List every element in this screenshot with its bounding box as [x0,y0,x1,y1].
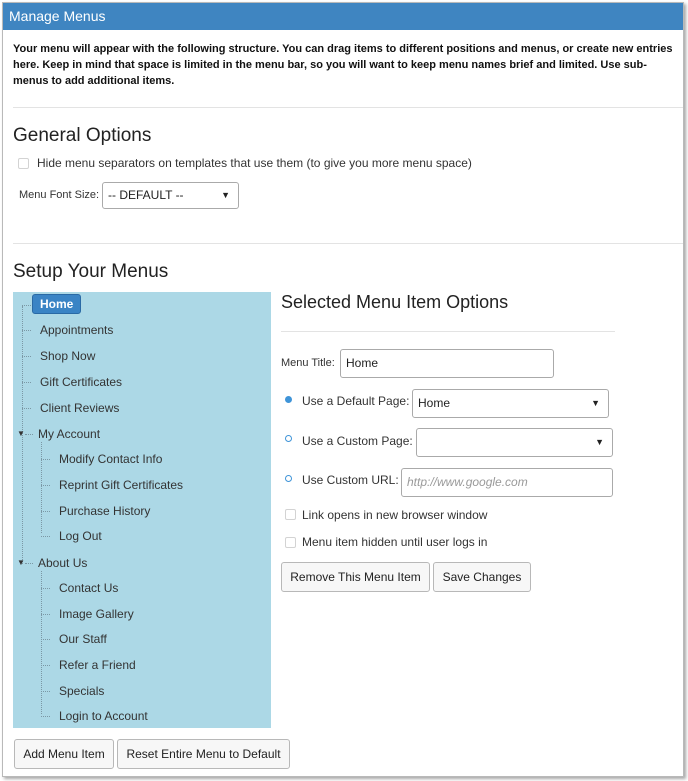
expand-caret-icon[interactable]: ▼ [17,558,25,567]
tree-connector [41,639,50,640]
custom-page-radio[interactable] [285,435,292,442]
tree-connector [25,434,33,435]
tree-connector [25,563,33,564]
tree-item-login-to-account[interactable]: Login to Account [59,709,148,723]
options-heading: Selected Menu Item Options [281,292,509,312]
chevron-down-icon: ▼ [591,398,600,408]
tree-connector [22,382,31,383]
tree-item-gift-certificates[interactable]: Gift Certificates [40,375,123,389]
tree-item-shop-now[interactable]: Shop Now [40,349,96,363]
save-changes-button[interactable]: Save Changes [433,562,531,592]
tree-item-image-gallery[interactable]: Image Gallery [59,607,134,621]
tree-connector [22,330,31,331]
tree-connector [22,305,31,306]
menu-tree[interactable] [13,292,271,728]
tree-connector [41,691,50,692]
new-window-checkbox[interactable] [285,509,296,520]
tree-item-modify-contact-info[interactable]: Modify Contact Info [59,452,163,466]
tree-connector [41,536,50,537]
tree-connector [41,442,42,533]
general-options-heading: General Options [13,125,152,146]
tree-item-refer-a-friend[interactable]: Refer a Friend [59,658,136,672]
new-window-label: Link opens in new browser window [302,508,488,522]
default-page-radio[interactable] [285,396,292,403]
font-size-value: -- DEFAULT -- [108,188,184,202]
tree-item-about-us[interactable]: About Us [38,556,88,570]
reset-menu-button[interactable]: Reset Entire Menu to Default [117,739,290,769]
custom-page-label: Use a Custom Page: [302,434,413,448]
divider [281,331,615,332]
custom-url-radio[interactable] [285,475,292,482]
tree-item-specials[interactable]: Specials [59,684,105,698]
tree-connector [41,485,50,486]
tree-connector [41,571,42,714]
custom-url-input[interactable]: http://www.google.com [401,468,613,497]
window-title: Manage Menus [3,3,683,30]
default-page-label: Use a Default Page: [302,394,410,408]
tree-item-my-account[interactable]: My Account [38,427,101,441]
default-page-select[interactable] [412,389,609,418]
tree-connector [41,614,50,615]
tree-item-reprint-gift-certificates[interactable]: Reprint Gift Certificates [59,478,184,492]
menu-title-input[interactable]: Home [340,349,554,378]
custom-url-label: Use Custom URL: [302,473,399,487]
divider [13,107,683,108]
divider [13,243,683,244]
tree-item-log-out[interactable]: Log Out [59,529,102,543]
tree-item-contact-us[interactable]: Contact Us [59,581,119,595]
remove-menu-item-button[interactable]: Remove This Menu Item [281,562,430,592]
setup-menus-heading: Setup Your Menus [13,261,169,282]
hide-separators-label: Hide menu separators on templates that use them (to give you more menu space) [37,156,472,170]
tree-item-our-staff[interactable]: Our Staff [59,632,107,646]
hidden-until-login-label: Menu item hidden until user logs in [302,535,488,549]
font-size-select[interactable] [102,182,239,209]
default-page-value: Home [418,396,451,410]
add-menu-item-button[interactable]: Add Menu Item [14,739,114,769]
intro-text: Your menu will appear with the following structure. You can drag items to different positions and menus, or create new entries here. Keep in mind that space is limited in the menu bar, so you will want to keep menu names brief and limited. Use sub-menus to add additional items. [13,43,673,87]
manage-menus-dialog [2,2,684,777]
hide-separators-checkbox[interactable] [18,158,29,169]
tree-connector [41,588,50,589]
custom-page-select[interactable] [416,428,613,457]
tree-connector [41,716,50,717]
tree-item-client-reviews[interactable]: Client Reviews [40,401,120,415]
expand-caret-icon[interactable]: ▼ [17,429,25,438]
chevron-down-icon: ▼ [595,437,604,447]
menu-title-label: Menu Title: [281,357,335,369]
tree-item-home[interactable]: Home [32,294,81,314]
tree-item-purchase-history[interactable]: Purchase History [59,504,151,518]
tree-connector [41,665,50,666]
tree-connector [41,459,50,460]
hidden-until-login-checkbox[interactable] [285,537,296,548]
tree-connector [41,511,50,512]
font-size-label: Menu Font Size: [19,189,100,201]
tree-connector [22,356,31,357]
chevron-down-icon: ▼ [221,190,230,200]
tree-connector [22,408,31,409]
tree-item-appointments[interactable]: Appointments [40,323,114,337]
